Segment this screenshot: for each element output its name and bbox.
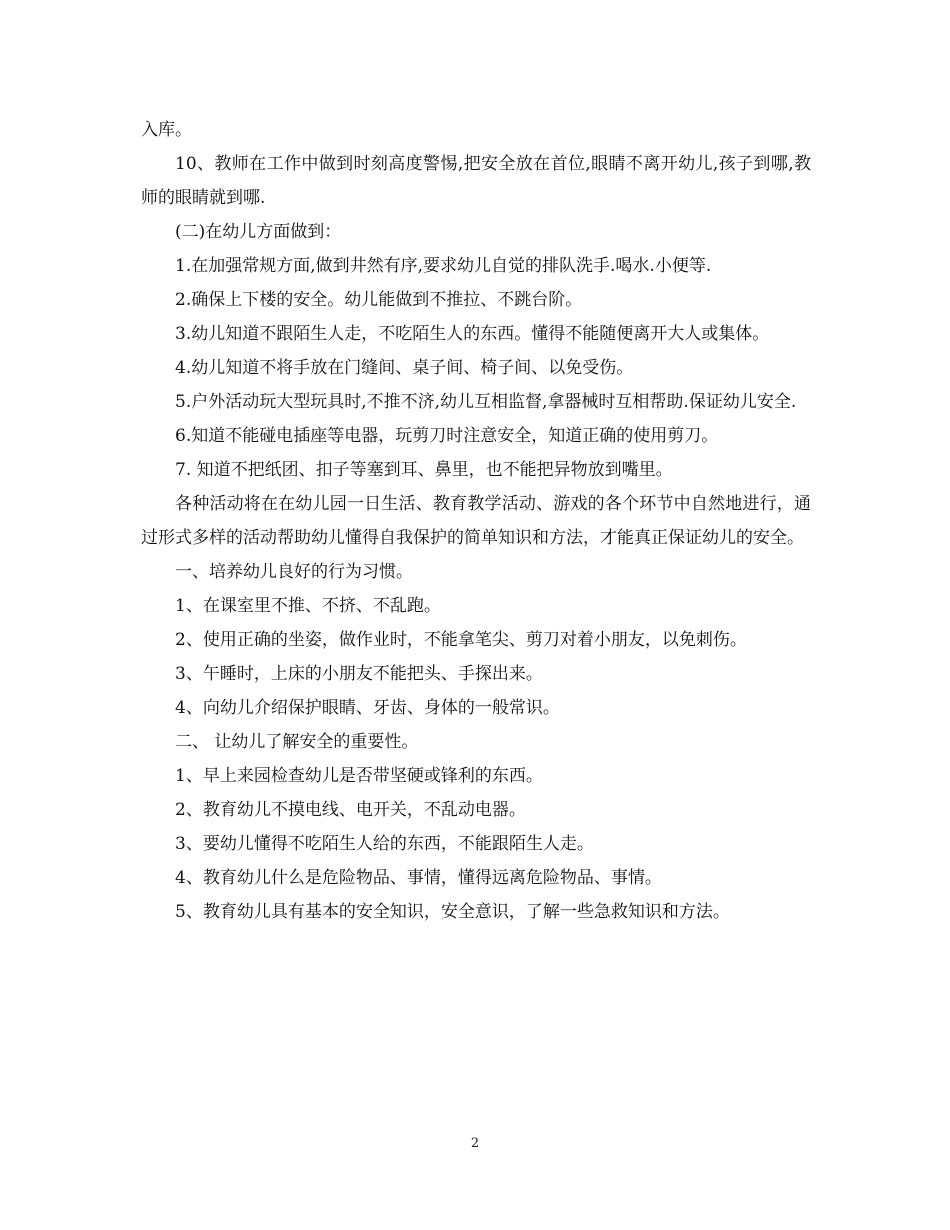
paragraph: 各种活动将在在幼儿园一日生活、教育教学活动、游戏的各个环节中自然地进行，通过形式多样的活动帮助幼儿懂得自我保护的简单知识和方法，才能真正保证幼儿的安全。: [141, 494, 811, 548]
paragraph: 5.户外活动玩大型玩具时,不推不济,幼儿互相监督,拿器械时互相帮助.保证幼儿安全.: [175, 392, 797, 412]
paragraph: 1.在加强常规方面,做到井然有序,要求幼儿自觉的排队洗手.喝水.小便等.: [175, 256, 712, 276]
paragraph: 4.幼儿知道不将手放在门缝间、桌子间、椅子间、以免受伤。: [175, 358, 634, 378]
paragraph: 6.知道不能碰电插座等电器，玩剪刀时注意安全，知道正确的使用剪刀。: [175, 426, 719, 446]
paragraph: 1、在课室里不推、不挤、不乱跑。: [175, 596, 441, 616]
paragraph: 3.幼儿知道不跟陌生人走，不吃陌生人的东西。懂得不能随便离开大人或集体。: [175, 324, 770, 344]
paragraph: 2、教育幼儿不摸电线、电开关，不乱动电器。: [175, 800, 526, 820]
paragraph: 3、要幼儿懂得不吃陌生人给的东西，不能跟陌生人走。: [175, 834, 594, 854]
paragraph: 2、使用正确的坐姿，做作业时，不能拿笔尖、剪刀对着小朋友，以免刺伤。: [175, 630, 747, 650]
section-heading: 一、培养幼儿良好的行为习惯。: [175, 562, 413, 582]
paragraph: 2.确保上下楼的安全。幼儿能做到不推拉、不跳台阶。: [175, 290, 583, 310]
section-heading: 二、 让幼儿了解安全的重要性。: [175, 732, 419, 752]
page-number: 2: [470, 1136, 480, 1151]
paragraph: 入库。: [141, 120, 192, 140]
paragraph: 10、教师在工作中做到时刻高度警惕,把安全放在首位,眼睛不离开幼儿,孩子到哪,教师的眼睛就到哪.: [141, 154, 811, 208]
paragraph: 5、教育幼儿具有基本的安全知识，安全意识，了解一些急救知识和方法。: [175, 902, 730, 922]
paragraph: 1、早上来园检查幼儿是否带坚硬或锋利的东西。: [175, 766, 543, 786]
paragraph: 4、教育幼儿什么是危险物品、事情，懂得远离危险物品、事情。: [175, 868, 662, 888]
body-text: [141, 113, 811, 929]
paragraph: (二)在幼儿方面做到：: [175, 222, 342, 242]
paragraph: 7. 知道不把纸团、扣子等塞到耳、鼻里，也不能把异物放到嘴里。: [175, 460, 673, 480]
paragraph: 3、午睡时，上床的小朋友不能把头、手探出来。: [175, 664, 543, 684]
paragraph: 4、向幼儿介绍保护眼睛、牙齿、身体的一般常识。: [175, 698, 560, 718]
